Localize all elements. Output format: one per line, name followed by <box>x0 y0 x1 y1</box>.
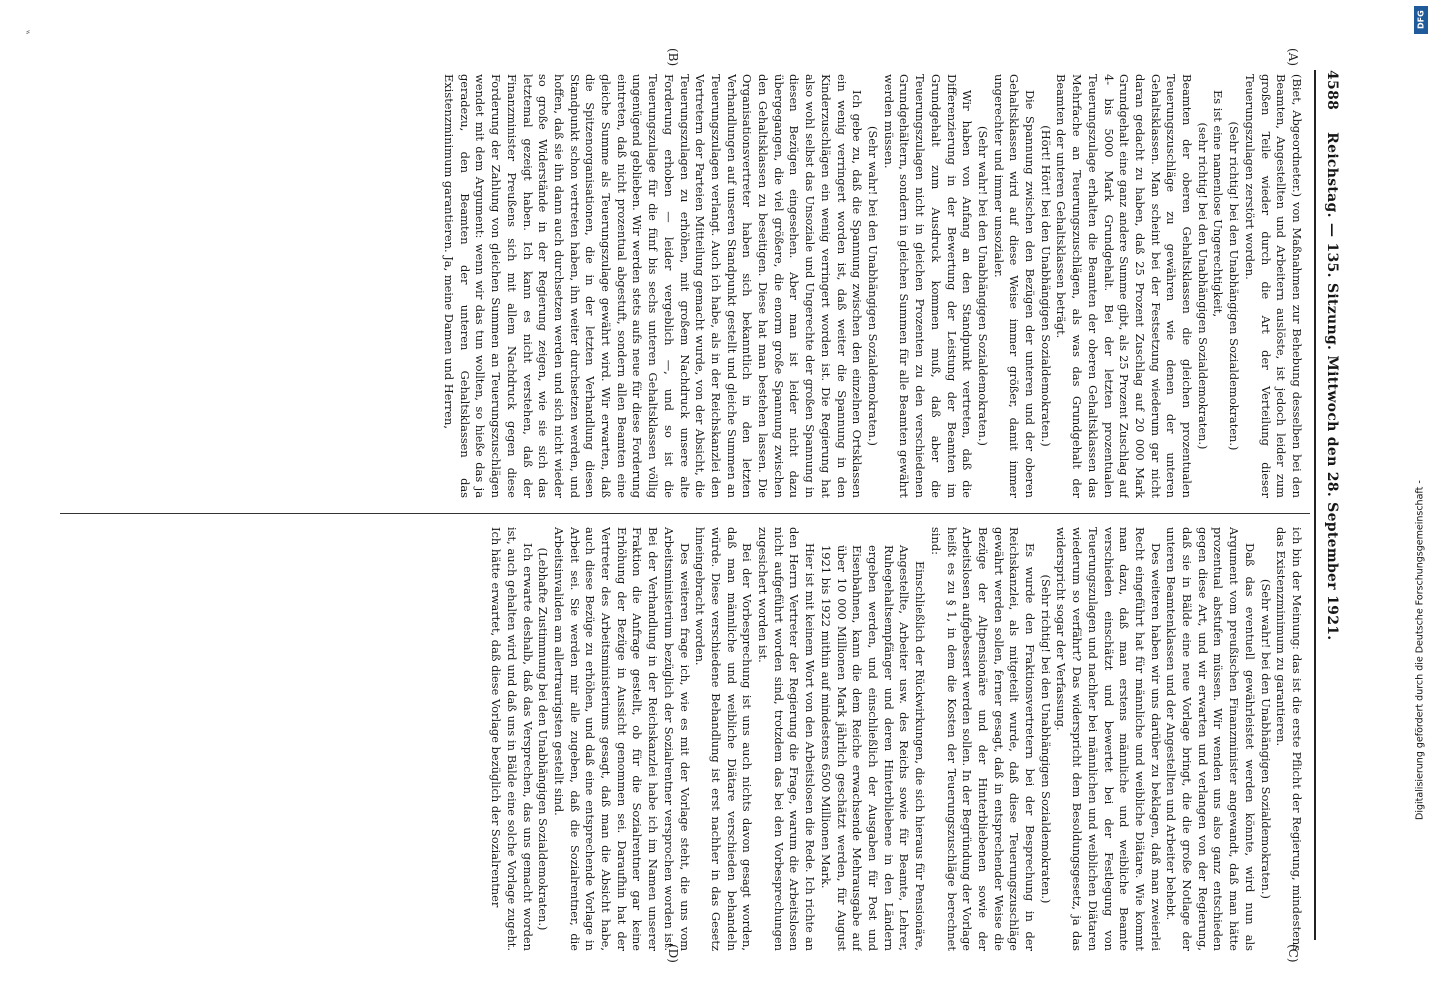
corner-mark: ⸗ <box>26 24 30 38</box>
margin-marker-b: (B) <box>666 48 680 67</box>
interjection: (Sehr richtig! bei den Unabhängigen Sozialdemokraten.) <box>1227 121 1242 451</box>
header-rule <box>1314 70 1316 940</box>
paragraph: Daß das eventuell gewährleistet werden könnte, wird nun als Argument vom preußischen Finanzminister angewandt, daß man hätte prozentual abstufen müssen. Wir wenden uns also ganz entschieden gegen diese Art, und wir erwarten und verlangen von der Regierung, daß sie in Bälde eine neue Vorlage bringt, die die große Notlage der unteren Beamtenklassen und der Angestellten und Arbeiter behebt. <box>1164 527 1257 951</box>
paragraph: Wir haben von Anfang an den Standpunkt vertreten, daß die Differenzierung in der Bewertung der Leistung der Beamten im Grundgehalt zum Ausdruck kommen muß, daß aber die Teuerungszulagen nicht in gleichen Prozenten zu den verschiedenen Grundgehältern, sondern in gleichen Summen für alle Beamten gewährt werden müssen. <box>881 74 975 498</box>
paragraph: Bei der Vorbesprechung ist uns auch nichts davon gesagt worden, daß man männliche und weibliche Diätare verschieden behandeln würde. Diese verschiedene Behandlung ist erst nachher in das Gesetz hineingebracht worden. <box>693 527 755 951</box>
paragraph: (Biet, Abgeordneter.) von Maßnahmen zur Behebung desselben bei den Beamten, Angestellten und Arbeitern auslöste, ist jedoch leider zum großen Teile wieder durch die Art der Verteilung dieser Teuerungszulagen zerstört worden. <box>1242 74 1304 498</box>
paragraph: Es wurde den Fraktionsvertretern bei der Besprechung in der Reichskanzlei, als mitgeteilt wurde, daß diese Teuerungszuschläge gewährt werden sollen, ferner gesagt, daß in entsprechender Weise die Bezüge der Altpensionäre und der Hinterbliebenen sowie der Arbeitslosen aufgebessert werden sollen. In der Begründung der Vorlage heißt es zu § 1, in dem die Kosten der Teuerungszuschläge berechnet sind: <box>928 527 1038 951</box>
quotation: Einschließlich der Rückwirkungen, die sich hieraus für Pensionäre, Angestellte, Arbeiter usw. des Reichs sowie für Beamte, Lehrer, Ruhegehaltsempfänger und deren Hinterbliebene in den Ländern ergeben werden, und einschließlich der Ausgaben für Post und Eisenbahnen, kann die dem Reiche erwachsende Mehrausgabe auf über 10 000 Millionen Mark jährlich geschätzt werden, für August 1921 bis 1922 mithin auf mindestens 6500 Millionen Mark. <box>818 545 928 951</box>
left-column <box>58 74 1304 498</box>
paragraph: Beamten der oberen Gehaltsklassen die gleichen prozentualen Teuerungszuschläge zu gewähren wie denen der unteren Gehaltsklassen. Man scheint bei der Festsetzung wiederum gar nicht daran gedacht zu haben, daß 25 Prozent Zuschlag auf 20 000 Mark Grundgehalt eine ganz andere Summe gibt, als 25 Prozent Zuschlag auf 4- bis 5000 Mark Grundgehalt. Bei der letzten prozentualen Teuerungszulage erhalten die Beamten der oberen Gehaltsklassen das Mehrfache an Teuerungszuschlägen, als was das Grundgehalt der Beamten der unteren Gehaltsklassen beträgt. <box>1054 74 1195 498</box>
dfg-logo: DFG <box>1414 6 1428 34</box>
page-header <box>1324 70 1340 940</box>
running-title: Reichstag. — 135. Sitzung. Mittwoch den 28. September 1921. <box>1324 132 1340 641</box>
interjection: (Sehr richtig! bei den Unabhängigen Sozialdemokraten.) <box>1038 574 1053 904</box>
right-column <box>58 527 1304 951</box>
paragraph: Die Spannung zwischen den Bezügen der unteren und der oberen Gehaltsklassen wird auf diese Weise immer größer, damit immer ungerechter und immer unsozialer. <box>991 74 1038 498</box>
margin-marker-c: (C) <box>1286 944 1300 963</box>
paragraph: Hier ist mit keinem Wort von den Arbeitslosen die Rede. Ich richte an den Herrn Vertreter der Regierung die Frage, warum die Arbeitslosen nicht aufgeführt worden sind, trotzdem das bei den Vorbesprechungen zugesichert worden ist. <box>756 527 818 951</box>
column-separator <box>60 513 1310 514</box>
page-number: 4588 <box>1324 70 1340 111</box>
paragraph: Des weiteren frage ich, wie es mit der Vorlage steht, die uns vom Arbeitsministerium bezüglich der Sozialrentner versprochen worden ist. Bei der Verhandlung in der Reichskanzlei habe ich im Namen unserer Fraktion die Anfrage gestellt, ob für die Sozialrentner gar keine Erhöhung der Bezüge in Aussicht genommen sei. Daraufhin hat der Vertreter des Arbeitsministeriums gesagt, daß man die Absicht habe, auch diese Bezüge zu erhöhen, und daß eine entsprechende Vorlage in Arbeit sei. Sie werden mir alle zugeben, daß die Sozialrentner, die Arbeitsinvaliden am allertraurigsten gestellt sind. <box>551 527 692 951</box>
interjection: (Hört! Hört! bei den Unabhängigen Sozialdemokraten.) <box>1038 125 1053 447</box>
paragraph: Ich erwarte deshalb, daß das Versprechen, das uns gemacht worden ist, auch gehalten wird und daß uns in Bälde eine solche Vorlage zugeht. Ich hätte erwartet, daß diese Vorlage bezüglich der Sozialrentner <box>489 527 535 951</box>
paragraph: Des weiteren haben wir uns darüber zu beklagen, daß man zweierlei Recht eingeführt hat für männliche und weibliche Diätare. Wie kommt man dazu, daß man erstens männliche und weibliche Beamte verschieden einschätzt und bewertet bei der Festlegung von Teuerungszulagen und nachher bei männlichen und weiblichen Diätaren wiederum so verfährt? Das widerspricht dem Besoldungsgesetz, ja das widerspricht sogar der Verfassung. <box>1054 527 1163 951</box>
paragraph: ich bin der Meinung: das ist die erste Pflicht der Regierung, mindestens das Existenzminimum zu garantieren. <box>1274 527 1304 951</box>
interjection: (Sehr wahr! bei den Unabhängigen Sozialdemokraten.) <box>866 126 881 446</box>
paragraph: Ich gebe zu, daß die Spannung zwischen den einzelnen Ortsklassen ein wenig verringert worden ist, daß weiter die Spannung in den Kinderzuschlägen ein wenig verringert worden ist. Die Regierung hat also wohl selbst das Unsoziale und Ungerechte der großen Spannung in diesen Bezügen eingesehen. Aber man ist leider nicht dazu übergegangen, die viel größere, die enorm große Spannung zwischen den Gehaltsklassen zu beseitigen. Diese hat man bestehen lassen. Die Organisationsvertreter haben sich bekanntlich in den letzten Verhandlungen auf unseren Standpunkt gestellt und gleiche Summen an Teuerungszulagen verlangt. Auch ich habe, als in der Reichskanzlei den Vertretern der Parteien Mitteilung gemacht wurde, von der Absicht, die Teuerungszulagen zu erhöhen, mit großem Nachdruck unsere alte Forderung erhoben — leider vergeblich —, und so ist die Teuerungszulage für die fünf bis sechs unteren Gehaltsklassen völlig ungenügend geblieben. Wir werden stets aufs neue für diese Forderung eintreten, daß nicht prozentual abgestuft, sondern allen Beamten eine gleiche Summe als Teuerungszulage gewährt wird. Wir erwarten, daß die Spitzenorganisationen, die in der letzten Verhandlung diesen Standpunkt schon vertreten haben, ihn weiter durchsetzen werden, und hoffen, daß sie ihn dann auch durchsetzen werden und sich nicht wieder so große Widerstände in der Regierung zeigen, wie sie sich das letztemal gezeigt haben. Ich kann es nicht verstehen, daß der Finanzminister Preußens sich mit allem Nachdruck gegen diese Forderung der Zahlung von gleichen Summen an Teuerungszuschlägen wendet mit dem Argument: wenn wir das tun wollten, so hieße das ja geradezu, den Beamten der unteren Gehaltsklassen das Existenzminimum garantieren. Ja, meine Damen und Herren, <box>442 74 865 498</box>
margin-marker-a: (A) <box>1286 48 1300 67</box>
paragraph: Es ist eine namenlose Ungerechtigkeit, <box>1211 89 1226 318</box>
interjection: (Sehr wahr! bei den Unabhängigen Sozialdemokraten.) <box>975 126 990 446</box>
interjection: (sehr richtig! bei den Unabhängigen Sozialdemokraten.) <box>1195 122 1210 450</box>
margin-marker-d: (D) <box>666 944 680 963</box>
interjection: (Sehr wahr! bei den Unabhängigen Sozialdemokraten.) <box>1258 579 1273 899</box>
interjection: (Lebhafte Zustimmung bei den Unabhängigen Sozialdemokraten.) <box>536 547 551 931</box>
digitization-credit: Digitalisierung gefördert durch die Deutsche Forschungsgemeinschaft - <box>1414 480 1426 820</box>
